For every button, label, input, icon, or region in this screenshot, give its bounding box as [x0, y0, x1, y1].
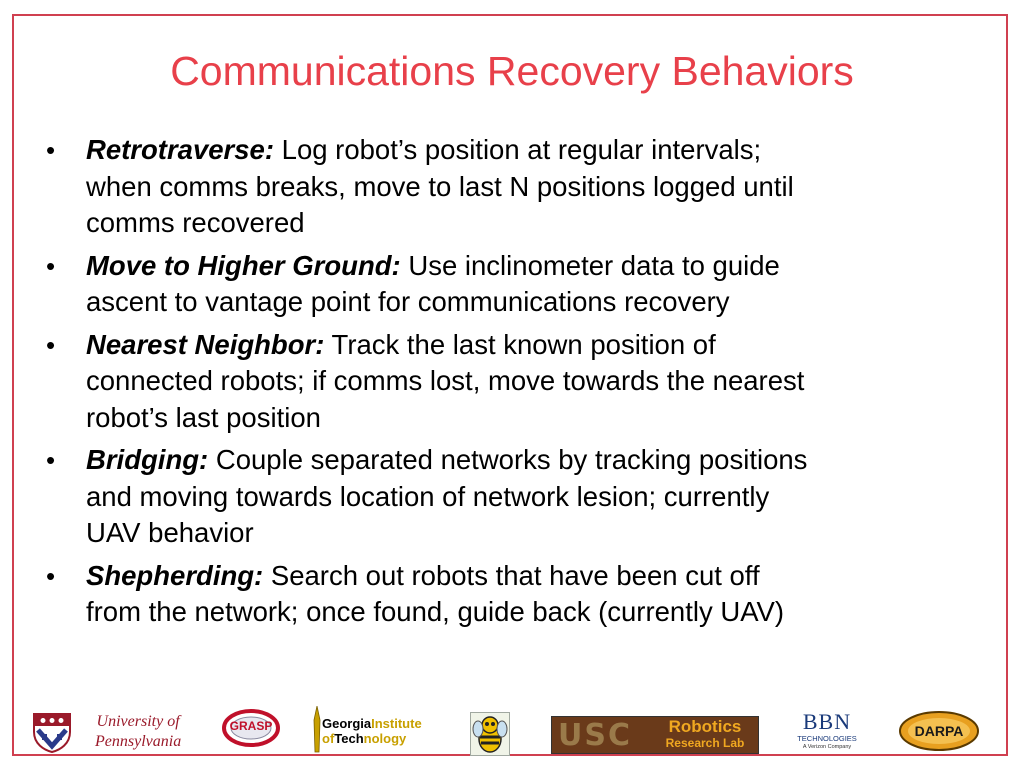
- bullet-text: Couple separated networks by tracking positions: [215, 444, 808, 475]
- bullet-higher-ground: [46, 248, 996, 321]
- darpa-logo: DARPA: [898, 710, 980, 752]
- bullet-dot-icon: •: [46, 560, 56, 591]
- yellow-jacket-mascot-icon: [470, 712, 510, 756]
- bullet-dot-icon: •: [46, 135, 56, 165]
- bullet-text: connected robots; if comms lost, move towards the nearest: [86, 365, 805, 396]
- bullet-list: [46, 132, 996, 637]
- bullet-text: robot’s last position: [86, 401, 321, 433]
- bullet-text: from the network; once found, guide back (currently UAV): [86, 596, 785, 627]
- bullet-dot-icon: •: [46, 250, 56, 281]
- logo-strip: [0, 700, 1024, 760]
- grasp-logo: GRASP: [222, 708, 280, 748]
- bullet-dot-icon: •: [46, 445, 56, 475]
- bullet-text: UAV behavior: [86, 517, 254, 548]
- penn-shield-icon: [30, 710, 74, 754]
- bullet-term: Nearest Neighbor:: [86, 328, 325, 360]
- bullet-text: Log robot’s position at regular intervals;: [281, 134, 762, 165]
- georgia-tech-logo: GeorgiaInstitute ofTechnology: [312, 706, 462, 754]
- bullet-term: Shepherding:: [86, 559, 264, 591]
- bullet-retrotraverse: [46, 132, 996, 242]
- bullet-term: Retrotraverse:: [86, 134, 275, 165]
- bbn-logo: BBN TECHNOLOGIES A Verizon Company: [797, 709, 857, 750]
- bullet-term: Bridging:: [86, 444, 209, 475]
- usc-robotics-logo: USC Robotics Research Lab: [551, 716, 759, 754]
- bullet-nearest-neighbor: [46, 327, 996, 437]
- bullet-text: comms recovered: [86, 207, 305, 238]
- bullet-text: Search out robots that have been cut off: [270, 559, 760, 591]
- bullet-text: and moving towards location of network lesion; currently: [86, 480, 770, 512]
- bullet-shepherding: [46, 558, 996, 631]
- bullet-text: when comms breaks, move to last N positions logged until: [86, 170, 794, 202]
- bullet-dot-icon: •: [46, 329, 56, 360]
- bullet-term: Move to Higher Ground:: [86, 249, 401, 281]
- bullet-text: Track the last known position of: [331, 328, 716, 360]
- bullet-text: Use inclinometer data to guide: [408, 249, 780, 281]
- penn-wordmark: University of Pennsylvania: [95, 713, 182, 750]
- bullet-text: ascent to vantage point for communications recovery: [86, 286, 730, 317]
- slide-title: Communications Recovery Behaviors: [170, 48, 854, 94]
- bullet-bridging: [46, 442, 996, 552]
